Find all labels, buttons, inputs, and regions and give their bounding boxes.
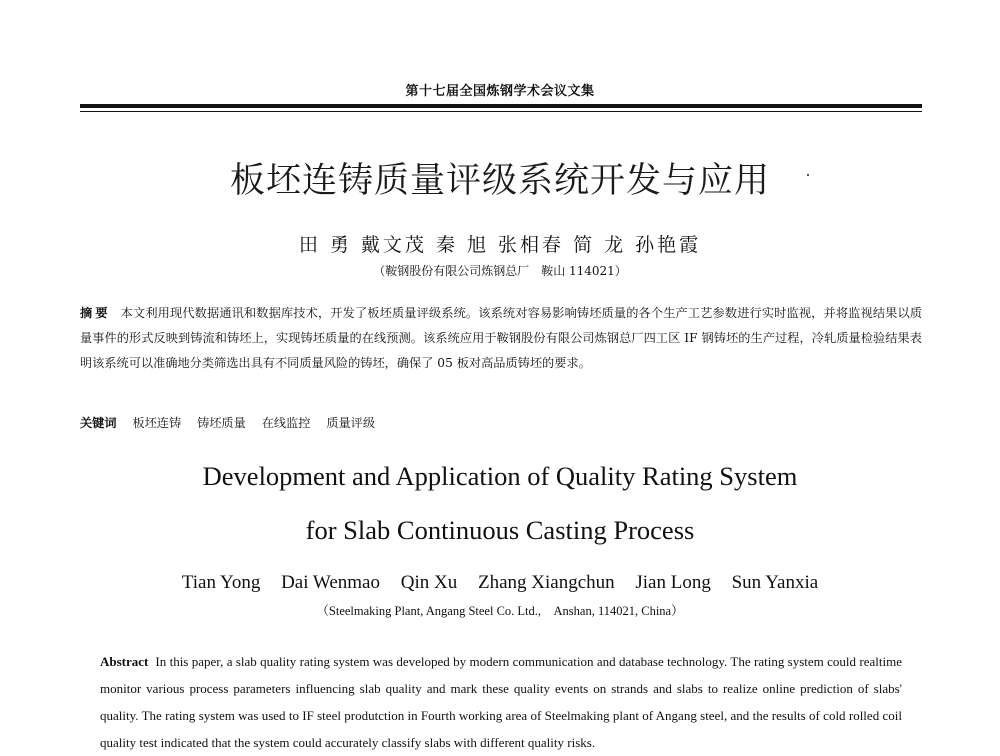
keyword: 质量评级 <box>326 416 376 430</box>
keyword: 板坯连铸 <box>132 416 182 430</box>
chinese-abstract-text: 本文利用现代数据通讯和数据库技术，开发了板坯质量评级系统。该系统对容易影响铸坯质量的各个生产工艺参数进行实时监视，并将监视结果以质量事件的形式反映到铸流和铸坯上，实现铸坯质量的在线预测。该系统应用于鞍钢股份有限公司炼钢总厂四工区 IF 钢铸坯的生产过程，冷轧质量检验结果表明该系统可以准确地分类筛选出具有不同质量风险的铸坯，确保了 05 板对高品质铸坯的要求。 <box>80 306 923 370</box>
chinese-title: 板坯连铸质量评级系统开发与应用 <box>229 161 770 201</box>
keyword: 铸坯质量 <box>197 416 246 430</box>
header-rule-thin <box>80 111 922 112</box>
english-abstract-label: Abstract <box>100 654 149 669</box>
chinese-abstract <box>80 301 922 376</box>
english-title-line-2: for Slab Continuous Casting Process <box>305 515 695 545</box>
chinese-authors: 田 勇 戴文茂 秦 旭 张相春 简 龙 孙艳霞 <box>298 234 702 256</box>
english-affiliation: （Steelmaking Plant, Angang Steel Co. Ltd., Anshan, 114021, China） <box>316 604 684 618</box>
author-name: Jian Long <box>635 572 711 593</box>
keyword: 在线监控 <box>261 416 311 430</box>
chinese-abstract-label: 摘要 <box>80 306 111 320</box>
chinese-keywords <box>80 413 922 433</box>
chinese-keywords-label: 关键词 <box>80 416 117 430</box>
english-authors <box>0 572 1000 594</box>
author-name: Zhang Xiangchun <box>477 572 615 593</box>
english-abstract <box>100 648 902 756</box>
english-title-line-1: Development and Application of Quality Rating System <box>202 461 798 491</box>
author-name: Sun Yanxia <box>731 572 819 593</box>
author-name: Qin Xu <box>400 572 458 593</box>
chinese-affiliation: （鞍钢股份有限公司炼钢总厂 鞍山 114021） <box>373 264 627 278</box>
author-name: Tian Yong <box>181 572 261 593</box>
running-header: 第十七届全国炼钢学术会议文集 <box>405 84 595 99</box>
author-name: Dai Wenmao <box>281 572 380 593</box>
english-abstract-text: In this paper, a slab quality rating system was developed by modern communication and database technology. The rating system could realtime monitor various process parameters influencing slab quality and mark these quality events on strands and slabs to realize online prediction of slabs' quality. The rating system was used to IF steel produtction in Fourth working area of Steelmaking plant of Angang steel, and the results of cold rolled coil quality test indicated that the system could accurately classify slabs with different quality risks. <box>100 654 902 750</box>
header-rule-thick <box>80 104 922 108</box>
